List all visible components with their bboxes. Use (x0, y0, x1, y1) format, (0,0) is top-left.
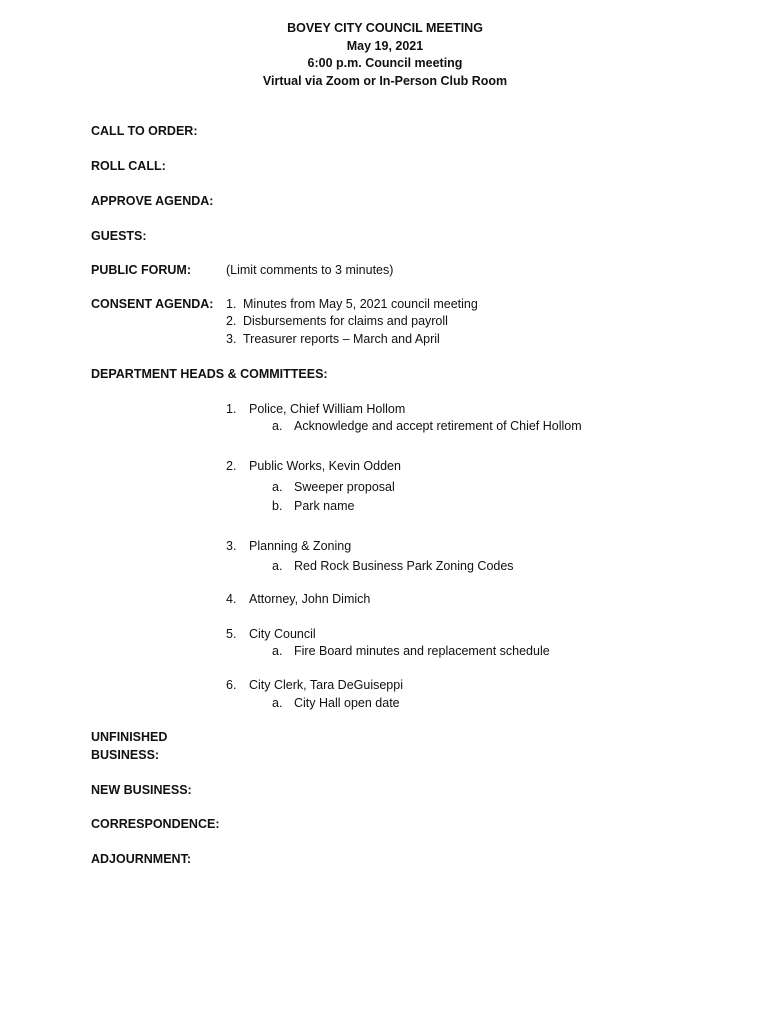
list-text: Attorney, John Dimich (249, 592, 371, 606)
sub-text: Red Rock Business Park Zoning Codes (294, 559, 514, 573)
meeting-time: 6:00 p.m. Council meeting (307, 56, 463, 70)
unfinished-line-2: BUSINESS: (91, 747, 160, 762)
list-number: 6. (226, 678, 237, 692)
sub-letter: a. (272, 696, 283, 710)
section-department-heads: DEPARTMENT HEADS & COMMITTEES: (91, 367, 328, 381)
meeting-location: Virtual via Zoom or In-Person Club Room (262, 73, 508, 88)
meeting-title: BOVEY CITY COUNCIL MEETING (287, 21, 483, 35)
sub-letter: a. (272, 480, 283, 494)
list-text: Treasurer reports – March and April (243, 332, 440, 346)
public-forum-note: (Limit comments to 3 minutes) (226, 263, 394, 277)
section-unfinished-business (91, 729, 167, 764)
section-approve-agenda: APPROVE AGENDA: (91, 194, 214, 208)
section-consent-agenda: CONSENT AGENDA: (91, 297, 214, 311)
sub-letter: a. (272, 419, 283, 433)
list-text: Disbursements for claims and payroll (243, 314, 448, 328)
section-guests: GUESTS: (91, 229, 147, 243)
list-text: City Clerk, Tara DeGuiseppi (249, 678, 403, 692)
section-new-business: NEW BUSINESS: (91, 783, 192, 797)
sub-letter: a. (272, 559, 283, 573)
agenda-header (0, 20, 770, 90)
meeting-date: May 19, 2021 (346, 38, 424, 53)
list-text: Planning & Zoning (249, 539, 352, 553)
list-text: City Council (249, 627, 316, 641)
sub-text: Fire Board minutes and replacement schedule (294, 644, 550, 658)
section-public-forum: PUBLIC FORUM: (91, 263, 191, 277)
sub-letter: b. (272, 499, 283, 513)
list-text: Public Works, Kevin Odden (249, 459, 401, 473)
list-number: 1. (226, 402, 237, 416)
sub-text: Park name (294, 499, 355, 513)
list-number: 5. (226, 627, 237, 641)
sub-text: City Hall open date (294, 696, 400, 710)
section-adjournment: ADJOURNMENT: (91, 852, 191, 866)
list-number: 3. (226, 332, 237, 346)
unfinished-line-1: UNFINISHED (91, 730, 168, 744)
list-number: 2. (226, 314, 237, 328)
list-text: Police, Chief William Hollom (249, 402, 406, 416)
list-number: 4. (226, 592, 237, 606)
section-roll-call: ROLL CALL: (91, 159, 166, 173)
list-number: 1. (226, 297, 237, 311)
sub-text: Sweeper proposal (294, 480, 395, 494)
sub-letter: a. (272, 644, 283, 658)
list-number: 2. (226, 459, 237, 473)
section-correspondence: CORRESPONDENCE: (91, 817, 220, 831)
list-text: Minutes from May 5, 2021 council meeting (243, 297, 478, 311)
section-call-to-order: CALL TO ORDER: (91, 124, 198, 138)
sub-text: Acknowledge and accept retirement of Chief Hollom (294, 419, 582, 433)
list-number: 3. (226, 539, 237, 553)
